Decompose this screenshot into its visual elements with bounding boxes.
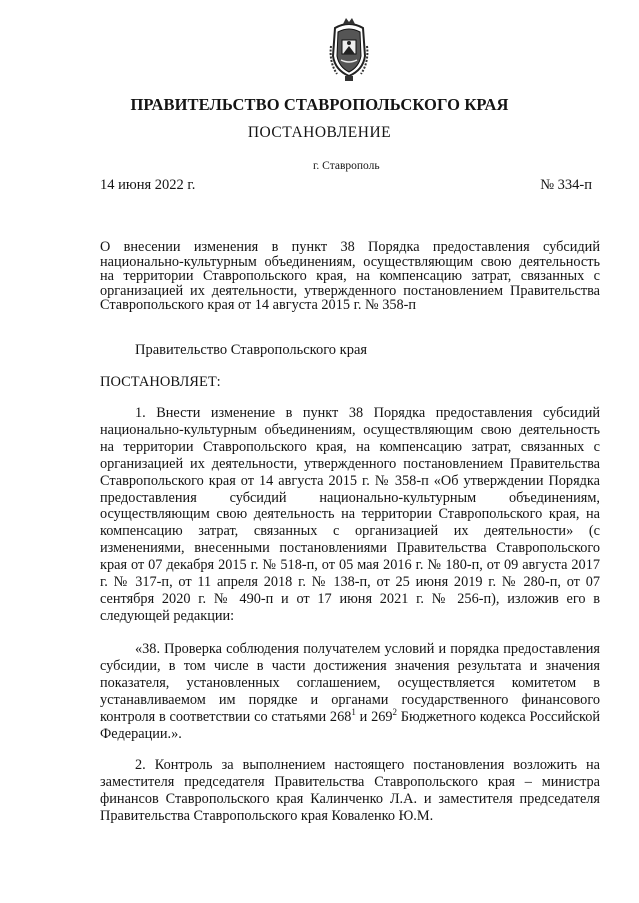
document-type: ПОСТАНОВЛЕНИЕ: [247, 124, 392, 141]
document-number: № 334-п: [540, 177, 592, 193]
superscript-2: 2: [392, 706, 398, 717]
city: г. Ставрополь: [313, 160, 380, 172]
paragraph-1: 1. Внести изменение в пункт 38 Порядка предоставления субсидий национально-культурным объединениям, осуществляющим свою деятельность на территории Ставропольского края, на компенсацию затрат, связанных с организацией их деятельности, утвержденного постановлением Правительства Ставропольского края от 14 августа 2015 г. № 358-п «Об утверждении Порядка предоставления субсидий национально-культурным объединениям, осуществляющим свою деятельность на территории Ставропольского края, на компенсацию затрат, связанных с организацией их деятельности» (с изменениями, внесенными постановлениями Правительства Ставропольского края от 07 декабря 2015 г. № 518-п, от 05 мая 2016 г. № 180-п, от 09 августа 2017 г. № 317-п, от 11 апреля 2018 г. № 138-п, от 25 июня 2019 г. № 280-п, от 07 сентября 2020 г. № 490-п и от 17 июня 2021 г. № 256-п), изложив его в следующей редакции:: [100, 405, 600, 624]
quoted-clause-38: [100, 641, 600, 742]
paragraph-2: 2. Контроль за выполнением настоящего постановления возложить на заместителя председателя Правительства Ставропольского края – министра финансов Ставропольского края Калинченко Л.А. и заместителя председателя Правительства Ставропольского края Коваленко Ю.М.: [100, 757, 600, 824]
quote-text-3: Бюджетного кодекса Российской Федерации.».: [100, 708, 600, 742]
preamble-government: Правительство Ставропольского края: [135, 342, 368, 358]
quote-text-1: «38. Проверка соблюдения получателем условий и порядка предоставления субсидии, в том числе в части достижения значения результата и значения показателя, установленных соглашением, осуществляется комитетом в устанавливаемом им порядке и органами государственного финансового контроля в соответствии со статьями 268: [100, 641, 600, 725]
coat-of-arms-icon: [329, 16, 369, 82]
document-date: 14 июня 2022 г.: [100, 177, 196, 193]
document-subject: О внесении изменения в пункт 38 Порядка предоставления субсидий национально-культурным объединениям, осуществляющим свою деятельность на территории Ставропольского края, на компенсацию затрат, связанных с организацией их деятельности, утвержденного постановлением Правительства Ставропольского края от 14 августа 2015 г. № 358-п: [100, 239, 600, 313]
preamble-decrees: ПОСТАНОВЛЯЕТ:: [100, 374, 221, 390]
superscript-1: 1: [351, 706, 356, 717]
government-title: ПРАВИТЕЛЬСТВО СТАВРОПОЛЬСКОГО КРАЯ: [130, 95, 509, 114]
quote-text-2: и 269: [355, 708, 393, 725]
